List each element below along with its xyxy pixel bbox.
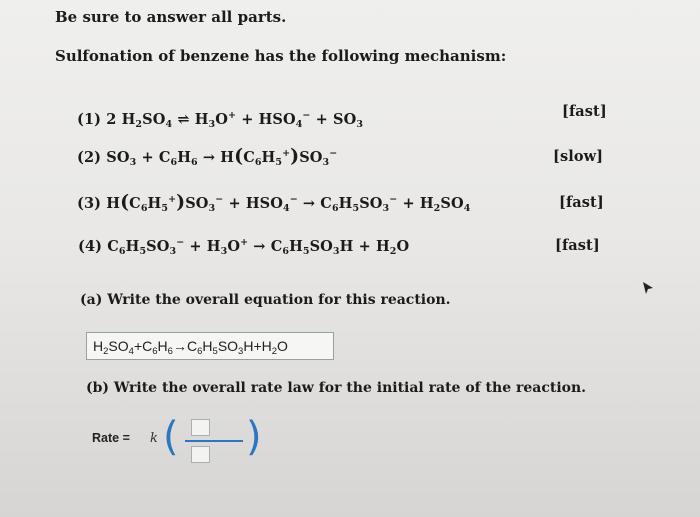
mechanism-step-4: (4) $C_6H_5SO_3^- + H_3O^+ \to C_6H_5SO_3H + H_2O$ [78, 237, 410, 257]
part-b-question: (b) Write the overall rate law for the initial rate of the reaction. [86, 380, 587, 396]
reaction-arrow-icon: → [202, 149, 216, 166]
overall-equation-answer-field[interactable] [86, 332, 334, 360]
right-parenthesis: ) [246, 414, 262, 460]
numerator-input-box[interactable] [191, 419, 210, 436]
denominator-input-box[interactable] [191, 446, 210, 463]
reaction-arrow-icon: → [253, 238, 266, 255]
instruction-text: Be sure to answer all parts. [55, 8, 287, 26]
step-1-speed: [fast] [562, 103, 607, 120]
step-number: (4) [78, 238, 103, 255]
mechanism-step-1: (1) 2 $H_2SO_4$ ⇌ $H_3O^+ + HSO_4^- + SO_3$ [77, 110, 364, 130]
rate-constant: k [150, 431, 158, 446]
mechanism-intro: Sulfonation of benzene has the following mechanism: [55, 47, 507, 65]
step-4-speed: [fast] [555, 237, 600, 254]
step-2-speed: [slow] [553, 148, 604, 165]
answer-text: $H_2SO_4+C_6H_6\to C_6H_5SO_3H+H_2O$ [93, 338, 288, 357]
fraction-bar [185, 440, 243, 442]
reaction-arrow-icon: → [302, 195, 316, 212]
mechanism-step-3: (3) $H(C_6H_5^+)SO_3^- + HSO_4^- \to C_6H_5SO_3^- + H_2SO_4$ [77, 191, 471, 214]
step-3-speed: [fast] [559, 194, 604, 211]
part-a-question: (a) Write the overall equation for this reaction. [80, 292, 451, 308]
left-parenthesis: ( [163, 414, 179, 460]
step-number: (3) [77, 195, 102, 212]
step-number: (2) [77, 149, 102, 166]
rate-label: Rate = [92, 431, 130, 445]
equilibrium-arrow-icon: ⇌ [177, 111, 190, 128]
step-number: (1) [77, 111, 102, 128]
mechanism-step-2: (2) $SO_3 + C_6H_6 \to H(C_6H_5^+)SO_3^-$ [77, 145, 338, 168]
mouse-cursor-icon [641, 281, 655, 295]
